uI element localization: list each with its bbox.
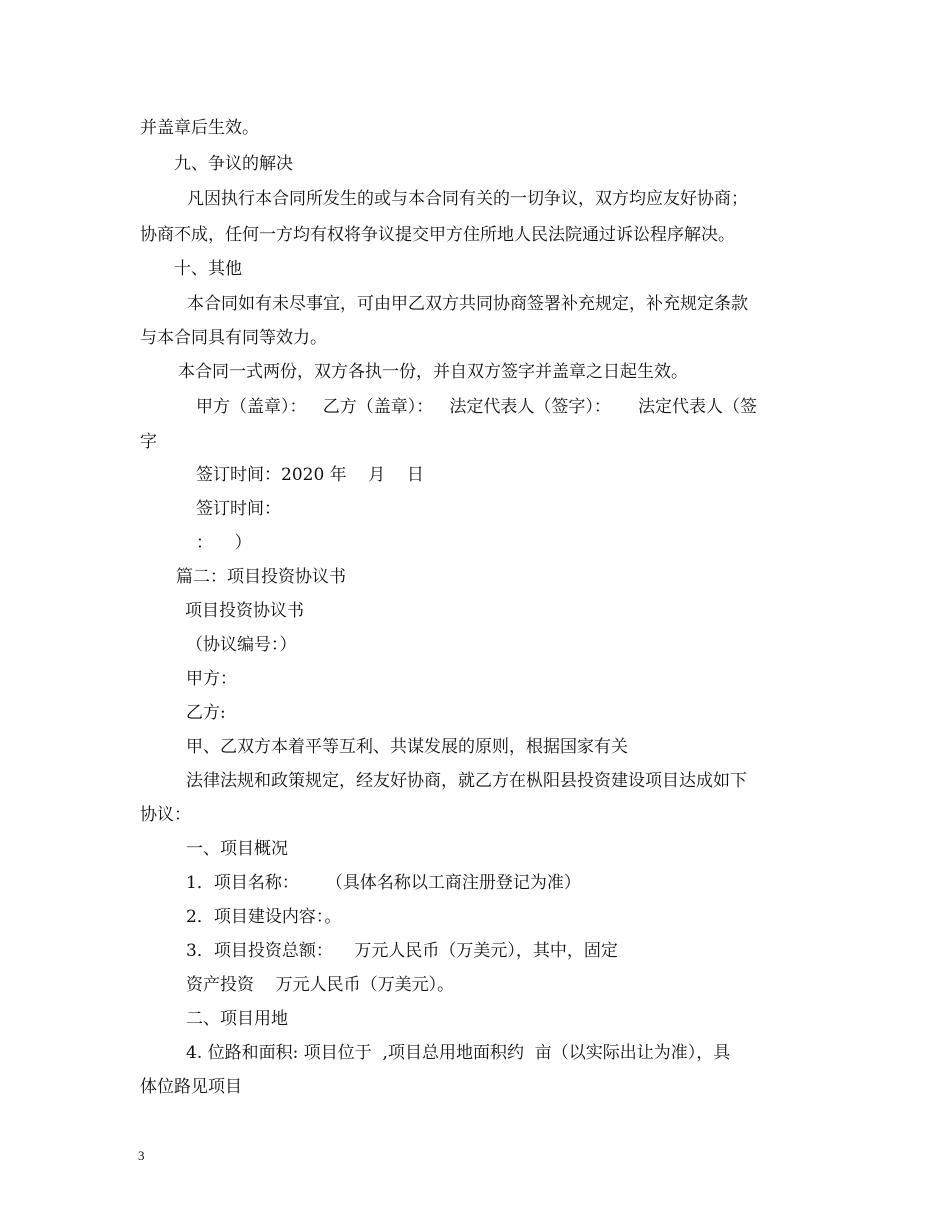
section-heading: 二、项目用地 [186, 1009, 288, 1029]
section-heading: 九、争议的解决 [174, 154, 293, 174]
text-line: 法律法规和政策规定，经友好协商，就乙方在枞阳县投资建设项目达成如下 [186, 771, 747, 791]
text-line: 体位路见项目 [140, 1077, 242, 1097]
chapter-heading: 篇二：项目投资协议书 [176, 567, 346, 587]
signing-date: 签订时间：2020 年 月 日 [196, 465, 424, 485]
text-line: 协商不成，任何一方均有权将争议提交甲方住所地人民法院通过诉讼程序解决。 [140, 225, 735, 245]
page-number: 3 [138, 1148, 145, 1163]
list-item: 4. 位路和面积: 项目位于 ,项目总用地面积约 亩（以实际出让为准），具 [186, 1043, 731, 1063]
text-line: 字 [140, 432, 157, 452]
text-line: 资产投资 万元人民币（万美元）。 [186, 975, 455, 995]
party-a: 甲方： [186, 669, 237, 689]
list-item: 2．项目建设内容：。 [186, 907, 342, 927]
signing-date: 签订时间： [196, 499, 281, 519]
text-line: 协议： [140, 805, 191, 825]
list-item: 3．项目投资总额： 万元人民币（万美元），其中，固定 [186, 941, 618, 961]
document-title: 项目投资协议书 [185, 601, 304, 621]
text-line: 凡因执行本合同所发生的或与本合同有关的一切争议，双方均应友好协商； [187, 189, 748, 209]
party-b: 乙方: [186, 703, 226, 723]
text-line: 并盖章后生效。 [140, 118, 259, 138]
text-line: 甲、乙双方本着平等互利、共谋发展的原则，根据国家有关 [186, 737, 628, 757]
signature-line: 甲方（盖章）： 乙方（盖章）： 法定代表人（签字）： 法定代表人（签 [196, 397, 757, 417]
text-line: ： ） [196, 533, 252, 553]
agreement-number: （协议编号：） [186, 635, 297, 655]
list-item: 1．项目名称： （具体名称以工商注册登记为准） [186, 873, 581, 893]
text-line: 本合同如有未尽事宜，可由甲乙双方共同协商签署补充规定，补充规定条款 [187, 294, 748, 314]
text-line: 本合同一式两份，双方各执一份，并自双方签字并盖章之日起生效。 [178, 362, 688, 382]
text-line: 与本合同具有同等效力。 [140, 328, 327, 348]
section-heading: 十、其他 [174, 259, 242, 279]
section-heading: 一、项目概况 [186, 839, 288, 859]
